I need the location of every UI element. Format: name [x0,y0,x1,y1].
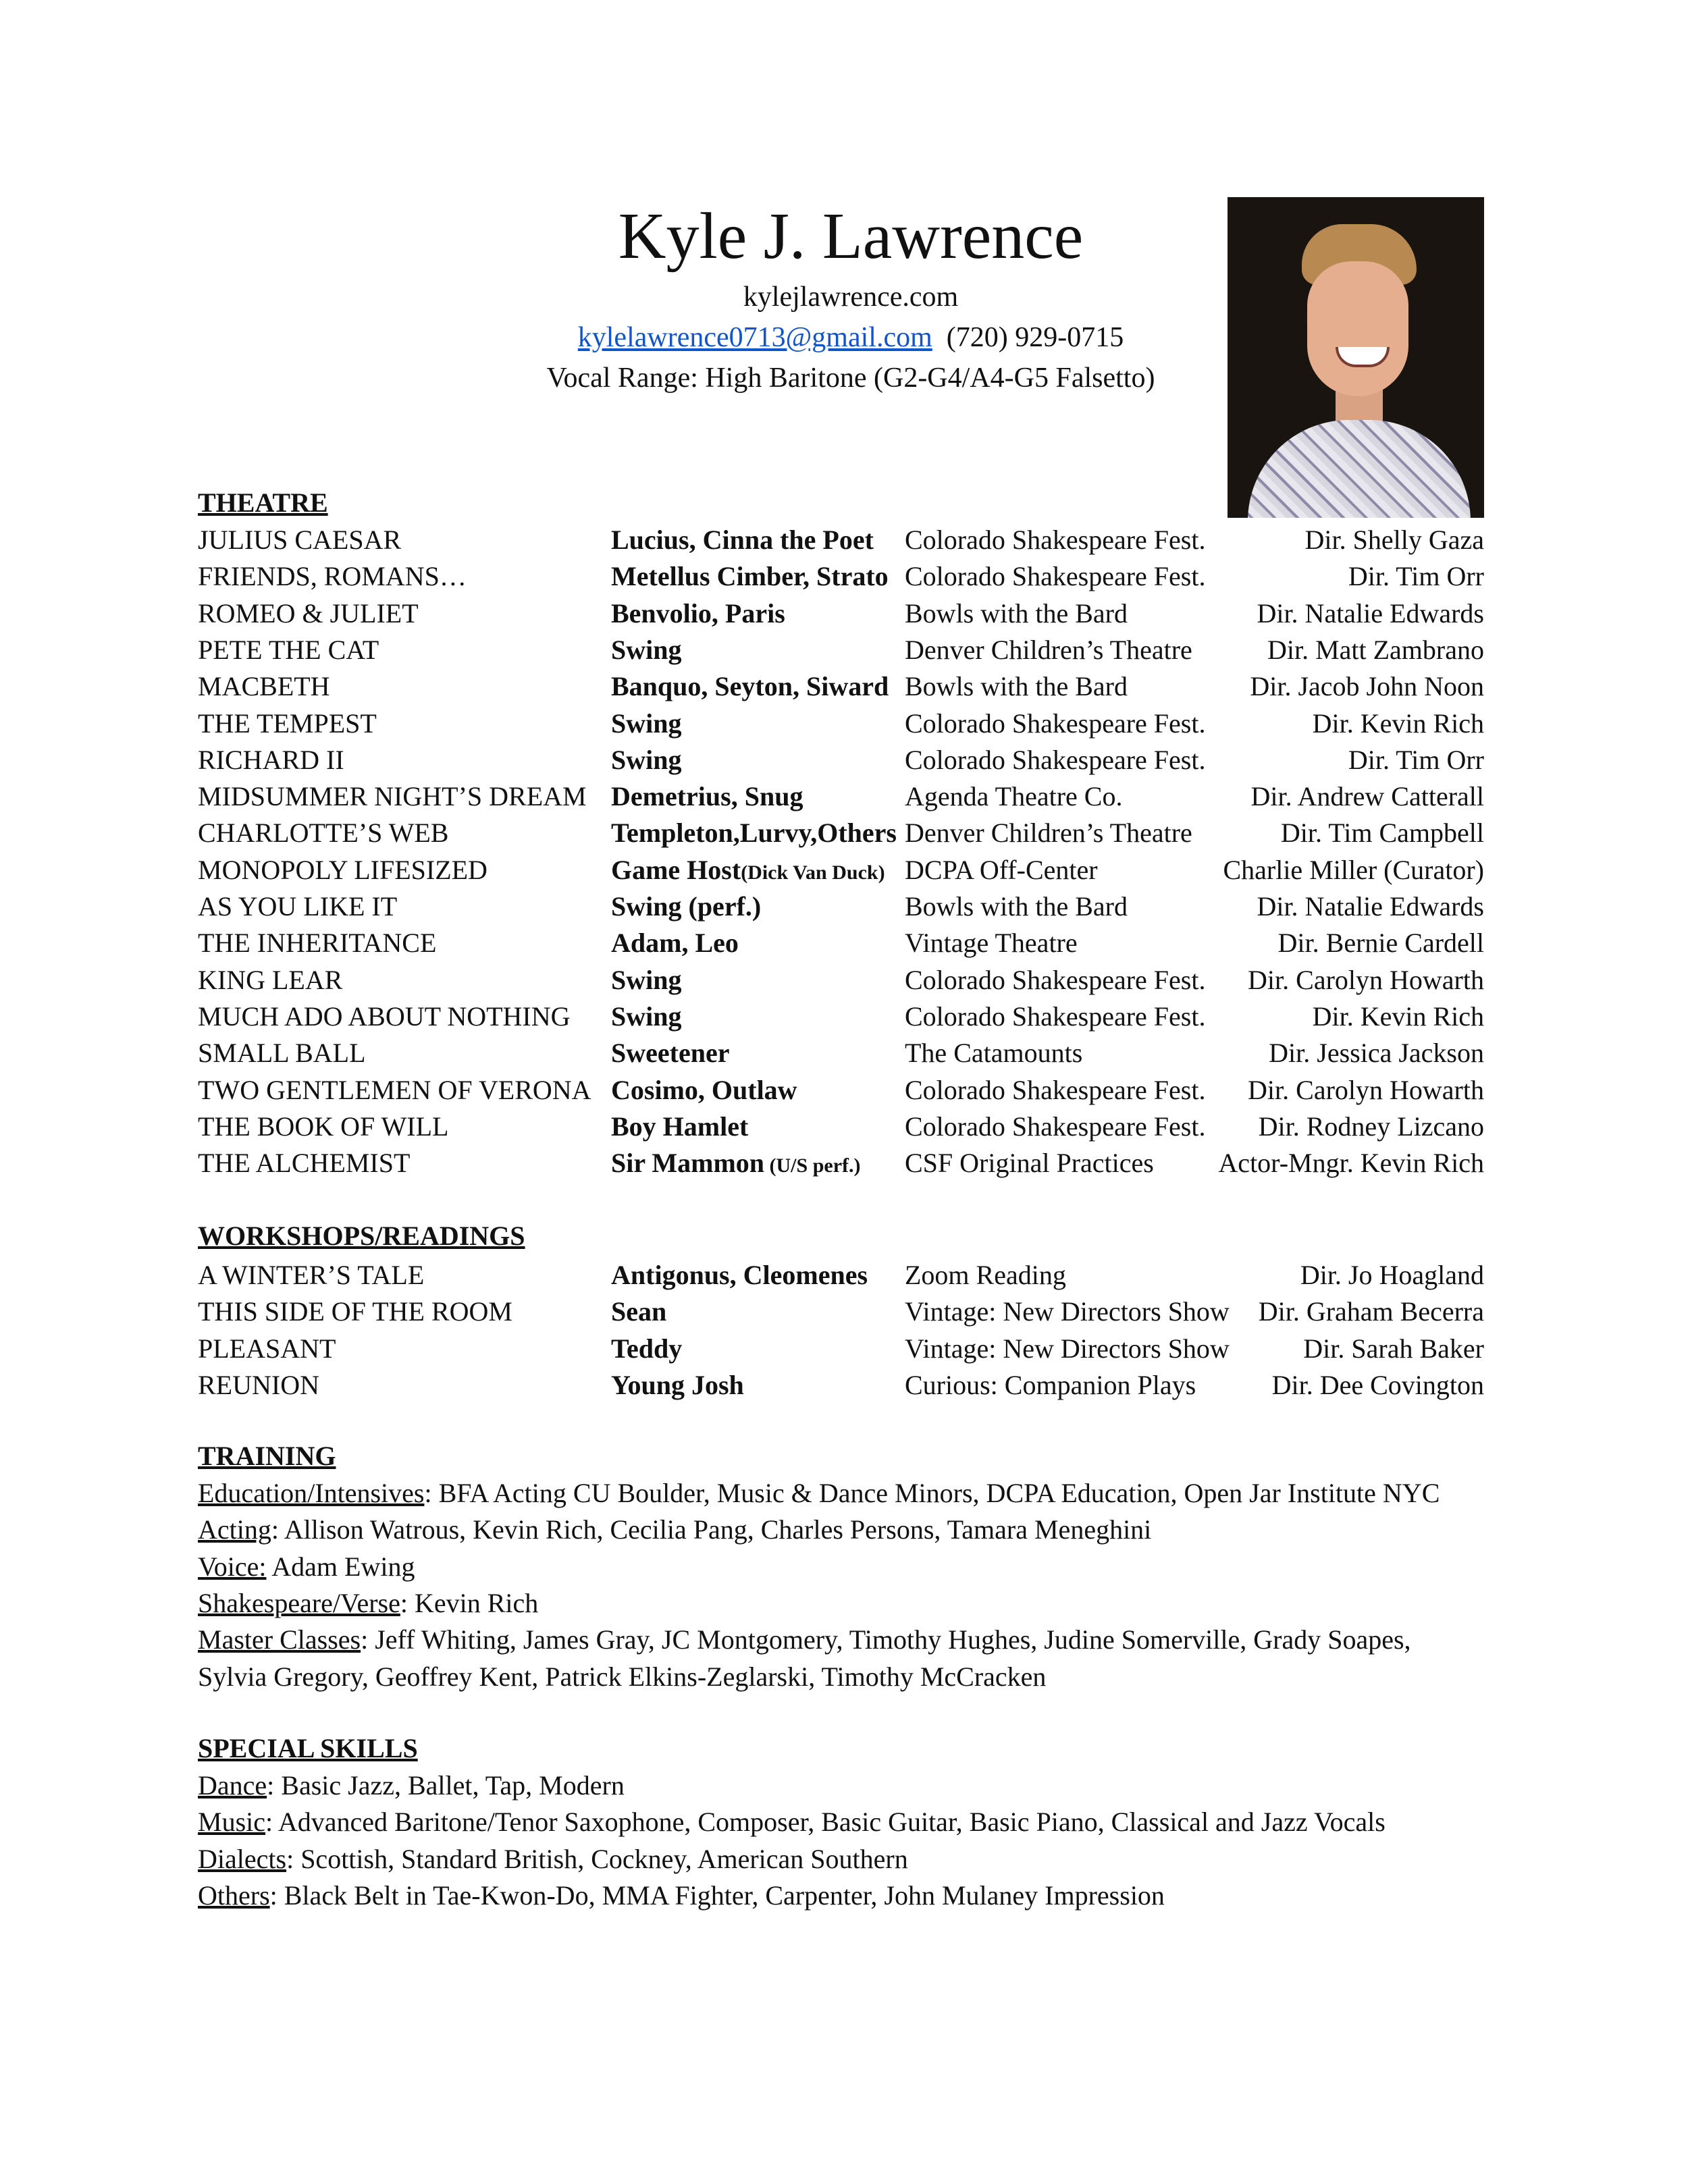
role-name: Swing [611,964,682,995]
show-title: MONOPOLY LIFESIZED [198,854,487,885]
item-label: Music [198,1807,265,1838]
item-label: Shakespeare/Verse [198,1587,400,1618]
venue-name: Vintage Theatre [905,928,1078,959]
venue-name: CSF Original Practices [905,1148,1154,1179]
venue-name: Colorado Shakespeare Fest. [905,708,1206,739]
director-name: Dir. Carolyn Howarth [1248,964,1484,995]
credit-row [0,595,1688,632]
venue-name: Curious: Companion Plays [905,1369,1196,1400]
show-title: THIS SIDE OF THE ROOM [198,1296,512,1327]
role-name: Banquo, Seyton, Siward [611,671,889,702]
show-title: KING LEAR [198,964,343,995]
website[interactable]: kylejlawrence.com [743,282,959,313]
venue-name: Zoom Reading [905,1260,1066,1290]
director-name: Dir. Kevin Rich [1312,708,1484,739]
venue-name: Colorado Shakespeare Fest. [905,964,1206,995]
theatre-heading: THEATRE [198,487,328,518]
show-title: PETE THE CAT [198,634,379,665]
credit-row [0,925,1688,961]
director-name: Dir. Rodney Lizcano [1258,1111,1484,1142]
role-name: Swing [611,1001,682,1032]
role-name: Sir Mammon (U/S perf.) [611,1148,861,1179]
item-text: Jeff Whiting, James Gray, JC Montgomery, Timothy Hughes, Judine Somerville, Grady Soapes, [375,1624,1411,1655]
director-name: Dir. Sarah Baker [1303,1333,1484,1364]
credit-row [0,815,1688,851]
list-item: Others: Black Belt in Tae-Kwon-Do, MMA Fighter, Carpenter, John Mulaney Impression [198,1880,1165,1911]
role-name: Swing [611,708,682,739]
item-label: Voice: [198,1551,267,1582]
role-name: Young Josh [611,1369,744,1400]
role-name: Templeton,Lurvy,Others [611,818,897,849]
credit-row [0,632,1688,668]
role-name: Boy Hamlet [611,1111,749,1142]
credit-row [0,742,1688,778]
credit-row [0,1331,1688,1367]
director-name: Dir. Natalie Edwards [1257,597,1484,629]
director-name: Dir. Kevin Rich [1312,1001,1484,1032]
item-text: Scottish, Standard British, Cockney, American Southern [300,1843,908,1874]
item-label: Dialects [198,1843,287,1874]
role-name: Lucius, Cinna the Poet [611,525,874,555]
venue-name: Colorado Shakespeare Fest. [905,525,1206,555]
list-item-continuation: Sylvia Gregory, Geoffrey Kent, Patrick Elkins-Zeglarski, Timothy McCracken [198,1661,1047,1692]
show-title: THE INHERITANCE [198,928,437,959]
role-name: Benvolio, Paris [611,597,785,629]
phone-number: (720) 929-0715 [946,322,1124,353]
director-name: Dir. Jacob John Noon [1250,671,1484,702]
role-name: Demetrius, Snug [611,781,803,812]
role-name: Swing [611,744,682,775]
show-title: MIDSUMMER NIGHT’S DREAM [198,781,587,812]
list-item [198,1549,1514,1585]
skills-heading: SPECIAL SKILLS [198,1733,418,1763]
show-title: THE ALCHEMIST [198,1148,411,1179]
director-name: Actor-Mngr. Kevin Rich [1218,1148,1484,1179]
list-item: Shakespeare/Verse: Kevin Rich [198,1587,539,1618]
headshot-photo [1228,197,1484,518]
show-title: MUCH ADO ABOUT NOTHING [198,1001,571,1032]
item-text: Basic Jazz, Ballet, Tap, Modern [281,1770,625,1801]
credit-row [0,1257,1688,1294]
role-name: Swing (perf.) [611,891,762,922]
contact-line [378,317,1323,358]
venue-name: DCPA Off-Center [905,854,1098,885]
show-title: TWO GENTLEMEN OF VERONA [198,1074,591,1105]
venue-name: Vintage: New Directors Show [905,1296,1230,1327]
venue-name: Bowls with the Bard [905,671,1128,702]
show-title: REUNION [198,1369,319,1400]
item-label: Acting [198,1514,271,1545]
venue-name: Agenda Theatre Co. [905,781,1123,812]
credit-row [0,705,1688,742]
item-text: Adam Ewing [271,1551,415,1582]
director-name: Charlie Miller (Curator) [1223,854,1484,885]
list-item: Acting: Allison Watrous, Kevin Rich, Cecilia Pang, Charles Persons, Tamara Meneghini [198,1514,1152,1545]
director-name: Dir. Natalie Edwards [1257,891,1484,922]
item-label: Education/Intensives [198,1478,425,1508]
show-title: JULIUS CAESAR [198,525,402,555]
credit-row [0,1145,1688,1181]
role-name: Metellus Cimber, Strato [611,561,889,592]
credit-row [0,998,1688,1035]
show-title: CHARLOTTE’S WEB [198,818,449,849]
list-item: Master Classes: Jeff Whiting, James Gray, JC Montgomery, Timothy Hughes, Judine Somerville, Grady Soapes, [198,1624,1411,1655]
venue-name: Colorado Shakespeare Fest. [905,1111,1206,1142]
role-name: Adam, Leo [611,928,739,959]
role-name: Sweetener [611,1038,730,1069]
director-name: Dir. Jessica Jackson [1269,1038,1484,1069]
role-name: Game Host(Dick Van Duck) [611,854,885,885]
venue-name: Denver Children’s Theatre [905,818,1192,849]
venue-name: Bowls with the Bard [905,597,1128,629]
director-name: Dir. Shelly Gaza [1304,525,1484,555]
credit-row [0,1072,1688,1109]
venue-name: Denver Children’s Theatre [905,634,1192,665]
item-text: Allison Watrous, Kevin Rich, Cecilia Pang, Charles Persons, Tamara Meneghini [284,1514,1152,1545]
show-title: FRIENDS, ROMANS… [198,561,467,592]
credit-row [0,558,1688,595]
director-name: Dir. Matt Zambrano [1267,634,1484,665]
role-note: (Dick Van Duck) [741,861,885,884]
director-name: Dir. Jo Hoagland [1300,1260,1484,1290]
credit-row [0,1035,1688,1071]
show-title: ROMEO & JULIET [198,597,419,629]
credit-row [0,962,1688,998]
venue-name: Colorado Shakespeare Fest. [905,1074,1206,1105]
actor-name: Kyle J. Lawrence [618,200,1084,273]
email-link[interactable]: kylelawrence0713@gmail.com [577,322,932,353]
show-title: A WINTER’S TALE [198,1260,425,1290]
role-name: Cosimo, Outlaw [611,1074,797,1105]
director-name: Dir. Tim Orr [1348,561,1484,592]
item-text: Advanced Baritone/Tenor Saxophone, Composer, Basic Guitar, Basic Piano, Classical and Jazz Vocals [278,1807,1386,1838]
show-title: SMALL BALL [198,1038,366,1069]
credit-row [0,522,1688,558]
item-text: BFA Acting CU Boulder, Music & Dance Minors, DCPA Education, Open Jar Institute NYC [438,1478,1440,1508]
role-note: (U/S perf.) [764,1154,861,1177]
venue-name: Colorado Shakespeare Fest. [905,561,1206,592]
list-item: Dialects: Scottish, Standard British, Cockney, American Southern [198,1843,908,1874]
workshops-heading: WORKSHOPS/READINGS [198,1221,525,1251]
director-name: Dir. Carolyn Howarth [1248,1074,1484,1105]
role-name: Teddy [611,1333,683,1364]
role-name: Swing [611,634,682,665]
credit-row [0,852,1688,888]
show-title: AS YOU LIKE IT [198,891,398,922]
credit-row [0,1367,1688,1404]
credit-row [0,668,1688,705]
show-title: MACBETH [198,671,330,702]
director-name: Dir. Dee Covington [1271,1369,1484,1400]
item-text: Black Belt in Tae-Kwon-Do, MMA Fighter, Carpenter, John Mulaney Impression [284,1880,1165,1911]
item-label: Others [198,1880,270,1911]
role-name: Sean [611,1296,667,1327]
training-heading: TRAINING [198,1441,336,1471]
director-name: Dir. Tim Campbell [1280,818,1484,849]
venue-name: Bowls with the Bard [905,891,1128,922]
venue-name: The Catamounts [905,1038,1083,1069]
list-item: Education/Intensives: BFA Acting CU Boulder, Music & Dance Minors, DCPA Education, Open Jar Institute NYC [198,1478,1440,1508]
show-title: RICHARD II [198,744,344,775]
show-title: THE TEMPEST [198,708,377,739]
show-title: PLEASANT [198,1333,336,1364]
item-label: Dance [198,1770,267,1801]
credit-row [0,778,1688,815]
director-name: Dir. Tim Orr [1348,744,1484,775]
list-item: Dance: Basic Jazz, Ballet, Tap, Modern [198,1770,625,1801]
director-name: Dir. Graham Becerra [1258,1296,1484,1327]
list-item: Music: Advanced Baritone/Tenor Saxophone, Composer, Basic Guitar, Basic Piano, Classical and Jazz Vocals [198,1807,1386,1838]
venue-name: Vintage: New Directors Show [905,1333,1230,1364]
role-name: Antigonus, Cleomenes [611,1260,868,1290]
item-label: Master Classes [198,1624,361,1655]
show-title: THE BOOK OF WILL [198,1111,449,1142]
item-text: Kevin Rich [415,1587,539,1618]
resume-header [378,196,1323,398]
vocal-range: Vocal Range: High Baritone (G2-G4/A4-G5 Falsetto) [546,363,1155,394]
credit-row [0,888,1688,925]
director-name: Dir. Andrew Catterall [1250,781,1484,812]
director-name: Dir. Bernie Cardell [1277,928,1484,959]
credit-row [0,1294,1688,1330]
credit-row [0,1109,1688,1145]
venue-name: Colorado Shakespeare Fest. [905,1001,1206,1032]
venue-name: Colorado Shakespeare Fest. [905,744,1206,775]
